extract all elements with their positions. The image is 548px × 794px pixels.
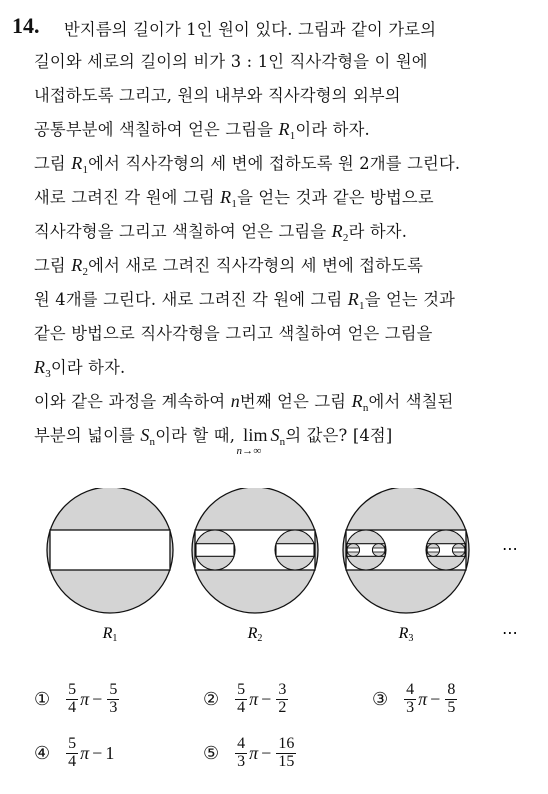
- line-text: 이라 하자.: [50, 358, 126, 377]
- choice-1[interactable]: [34, 682, 121, 717]
- choice-mark: ③: [372, 688, 389, 710]
- fraction: $\frac{4}{3}$: [237, 735, 246, 770]
- line-text: 그림: [34, 154, 72, 173]
- line-text: 이라 할 때,: [155, 426, 241, 445]
- choice-mark: ⑤: [203, 742, 220, 764]
- line-text: 공통부분에 색칠하여 얻은 그림을: [34, 120, 279, 139]
- fractal-figure: [0, 488, 548, 648]
- sub-rectangle: [276, 544, 314, 557]
- math-sub: 2: [82, 266, 89, 278]
- operator: −: [261, 688, 272, 709]
- operator: −: [261, 742, 272, 763]
- operator: −: [430, 688, 441, 709]
- fraction: $\frac{5}{4}$: [68, 735, 77, 770]
- problem-line-10: 같은 방법으로 직사각형을 그리고 색칠하여 얻은 그림을: [34, 324, 433, 343]
- question-number: 14.: [12, 13, 40, 38]
- figure-label: R2: [247, 625, 263, 644]
- choice-4[interactable]: [34, 736, 114, 771]
- line-text: 에서 직사각형의 세 변에 접하도록 원 2개를 그린다.: [88, 154, 461, 173]
- problem-line-13: [34, 422, 393, 457]
- sub-sub-rectangle: [427, 548, 439, 552]
- line-text: 부분의 넓이를: [34, 426, 141, 445]
- problem-line-6: [34, 184, 434, 210]
- choice-mark: ①: [34, 688, 51, 710]
- fraction: $\frac{16}{15}$: [278, 735, 295, 770]
- lim-word: lim: [243, 425, 268, 445]
- sub-sub-rectangle: [453, 548, 465, 552]
- math-sub: 1: [231, 198, 238, 210]
- figure-r3: [343, 488, 469, 644]
- math-R: R: [351, 391, 363, 411]
- math-sub: 1: [82, 164, 89, 176]
- math-sub: 3: [45, 368, 51, 380]
- line-text: 원 4개를 그린다. 새로 그려진 각 원에 그림: [34, 290, 348, 309]
- operator: −: [92, 688, 103, 709]
- math-n: n: [230, 391, 240, 411]
- choice-mark: ②: [203, 688, 220, 710]
- problem-line-9: [34, 286, 455, 312]
- line-text: 을 얻는 것과 같은 방법으로: [237, 188, 434, 207]
- math-S: S: [270, 425, 280, 445]
- math-R: R: [347, 289, 359, 309]
- line-text: 이와 같은 과정을 계속하여: [34, 392, 231, 411]
- operator: −: [92, 742, 103, 763]
- figure-r2: [192, 488, 318, 644]
- ellipsis-icon: ⋯: [502, 539, 518, 558]
- figure-label: R3: [398, 625, 414, 644]
- line-text: 직사각형을 그리고 색칠하여 얻은 그림을: [34, 222, 332, 241]
- integer-term: 1: [105, 742, 115, 763]
- sub-sub-rectangle: [347, 548, 359, 552]
- sub-sub-rectangle: [373, 548, 385, 552]
- choice-mark: ④: [34, 742, 51, 764]
- pi-symbol: π: [80, 688, 90, 709]
- math-sub: 1: [359, 300, 365, 312]
- math-R: R: [34, 357, 46, 377]
- pi-symbol: π: [80, 742, 90, 763]
- problem-line-1: 반지름의 길이가 1인 원이 있다. 그림과 같이 가로의: [64, 20, 437, 39]
- math-sub: n: [362, 402, 369, 414]
- math-R: R: [71, 153, 83, 173]
- line-text: 이라 하자.: [295, 120, 370, 139]
- inscribed-rectangle: [50, 530, 170, 570]
- ellipsis-icon: ⋯: [502, 623, 518, 642]
- problem-line-4: [34, 116, 370, 142]
- line-text: 그림: [34, 256, 72, 275]
- choice-5[interactable]: [203, 736, 298, 771]
- fraction: $\frac{3}{2}$: [278, 681, 287, 716]
- problem-line-12: [34, 388, 454, 414]
- math-R: R: [220, 187, 232, 207]
- figure-r1: [47, 488, 173, 644]
- pi-symbol: π: [249, 688, 259, 709]
- pi-symbol: π: [249, 742, 259, 763]
- fraction: $\frac{4}{3}$: [406, 681, 415, 716]
- line-text: 을 얻는 것과: [364, 290, 456, 309]
- line-text: 새로 그려진 각 원에 그림: [34, 188, 221, 207]
- limit-expression: [236, 425, 270, 457]
- choice-2[interactable]: [203, 682, 290, 717]
- math-sub: 1: [289, 130, 296, 142]
- choice-3[interactable]: [372, 682, 459, 717]
- math-S: S: [140, 425, 150, 445]
- problem-line-7: [34, 218, 407, 244]
- line-text: 에서 색칠된: [368, 392, 454, 411]
- lim-subscript: n→∞: [236, 445, 262, 457]
- line-text: 에서 새로 그려진 직사각형의 세 변에 접하도록: [88, 256, 424, 275]
- line-text: 의 값은? [4점]: [285, 426, 393, 445]
- problem-line-5: [34, 150, 460, 176]
- sub-rectangle: [196, 544, 234, 557]
- problem-line-11: [34, 354, 125, 380]
- problem-line-8: [34, 252, 423, 278]
- math-sub: n: [149, 436, 156, 448]
- math-sub: 2: [342, 232, 349, 244]
- math-R: R: [278, 119, 290, 139]
- line-text: 번째 얻은 그림: [239, 392, 352, 411]
- figure-label: R1: [102, 625, 118, 644]
- problem-line-2: 길이와 세로의 길이의 비가 3 : 1인 직사각형을 이 원에: [34, 52, 428, 71]
- fraction: $\frac{5}{4}$: [68, 681, 77, 716]
- fraction: $\frac{8}{5}$: [447, 681, 456, 716]
- math-R: R: [71, 255, 83, 275]
- problem-line-3: 내접하도록 그리고, 원의 내부와 직사각형의 외부의: [34, 86, 401, 105]
- fraction: $\frac{5}{4}$: [237, 681, 246, 716]
- math-sub: n: [279, 436, 286, 448]
- math-R: R: [331, 221, 343, 241]
- fraction: $\frac{5}{3}$: [109, 681, 118, 716]
- pi-symbol: π: [418, 688, 428, 709]
- line-text: 라 하자.: [348, 222, 408, 241]
